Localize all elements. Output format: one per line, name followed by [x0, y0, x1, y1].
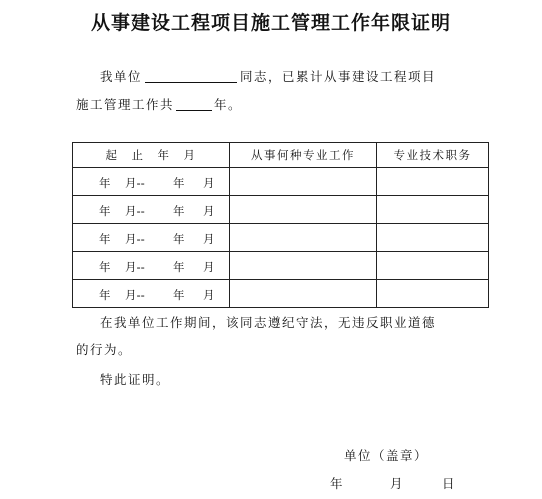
period-cell[interactable]: 年 月-- 年 月	[73, 224, 230, 252]
date-month: 月	[390, 476, 403, 491]
table-row	[73, 168, 489, 196]
document-title: 从事建设工程项目施工管理工作年限证明	[90, 12, 451, 34]
statement-line-2: 的行为。	[76, 342, 133, 357]
certify-text: 特此证明。	[100, 372, 171, 387]
intro-line-2	[76, 95, 242, 113]
table-row	[73, 224, 489, 252]
statement-line-1: 在我单位工作期间，该同志遵纪守法，无违反职业道德	[100, 315, 437, 330]
header-period: 起 止 年 月	[73, 143, 230, 168]
specialty-cell[interactable]	[230, 224, 377, 252]
specialty-cell[interactable]	[230, 168, 377, 196]
title-cell[interactable]	[377, 168, 489, 196]
date-year: 年	[330, 476, 343, 491]
years-blank-field[interactable]	[176, 97, 212, 111]
table-row	[73, 252, 489, 280]
period-cell[interactable]: 年 月-- 年 月	[73, 168, 230, 196]
title-cell[interactable]	[377, 280, 489, 308]
title-cell[interactable]	[377, 252, 489, 280]
intro-text-unit: 我单位	[100, 69, 143, 84]
table-row	[73, 196, 489, 224]
header-title: 专业技术职务	[377, 143, 489, 168]
header-specialty: 从事何种专业工作	[230, 143, 377, 168]
table-header-row	[73, 143, 489, 168]
date-day: 日	[442, 476, 455, 491]
intro-line-1	[100, 67, 436, 85]
table-row	[73, 280, 489, 308]
period-cell[interactable]: 年 月-- 年 月	[73, 280, 230, 308]
intro-text-work: 施工管理工作共	[76, 97, 175, 112]
title-cell[interactable]	[377, 224, 489, 252]
intro-text-years: 年。	[214, 97, 243, 112]
period-cell[interactable]: 年 月-- 年 月	[73, 252, 230, 280]
unit-stamp-label: 单位（盖章）	[344, 448, 429, 463]
name-blank-field[interactable]	[145, 69, 237, 83]
work-record-table	[72, 142, 489, 308]
period-cell[interactable]: 年 月-- 年 月	[73, 196, 230, 224]
specialty-cell[interactable]	[230, 252, 377, 280]
specialty-cell[interactable]	[230, 280, 377, 308]
title-cell[interactable]	[377, 196, 489, 224]
intro-text-comrade: 同志，已累计从事建设工程项目	[240, 69, 437, 84]
specialty-cell[interactable]	[230, 196, 377, 224]
